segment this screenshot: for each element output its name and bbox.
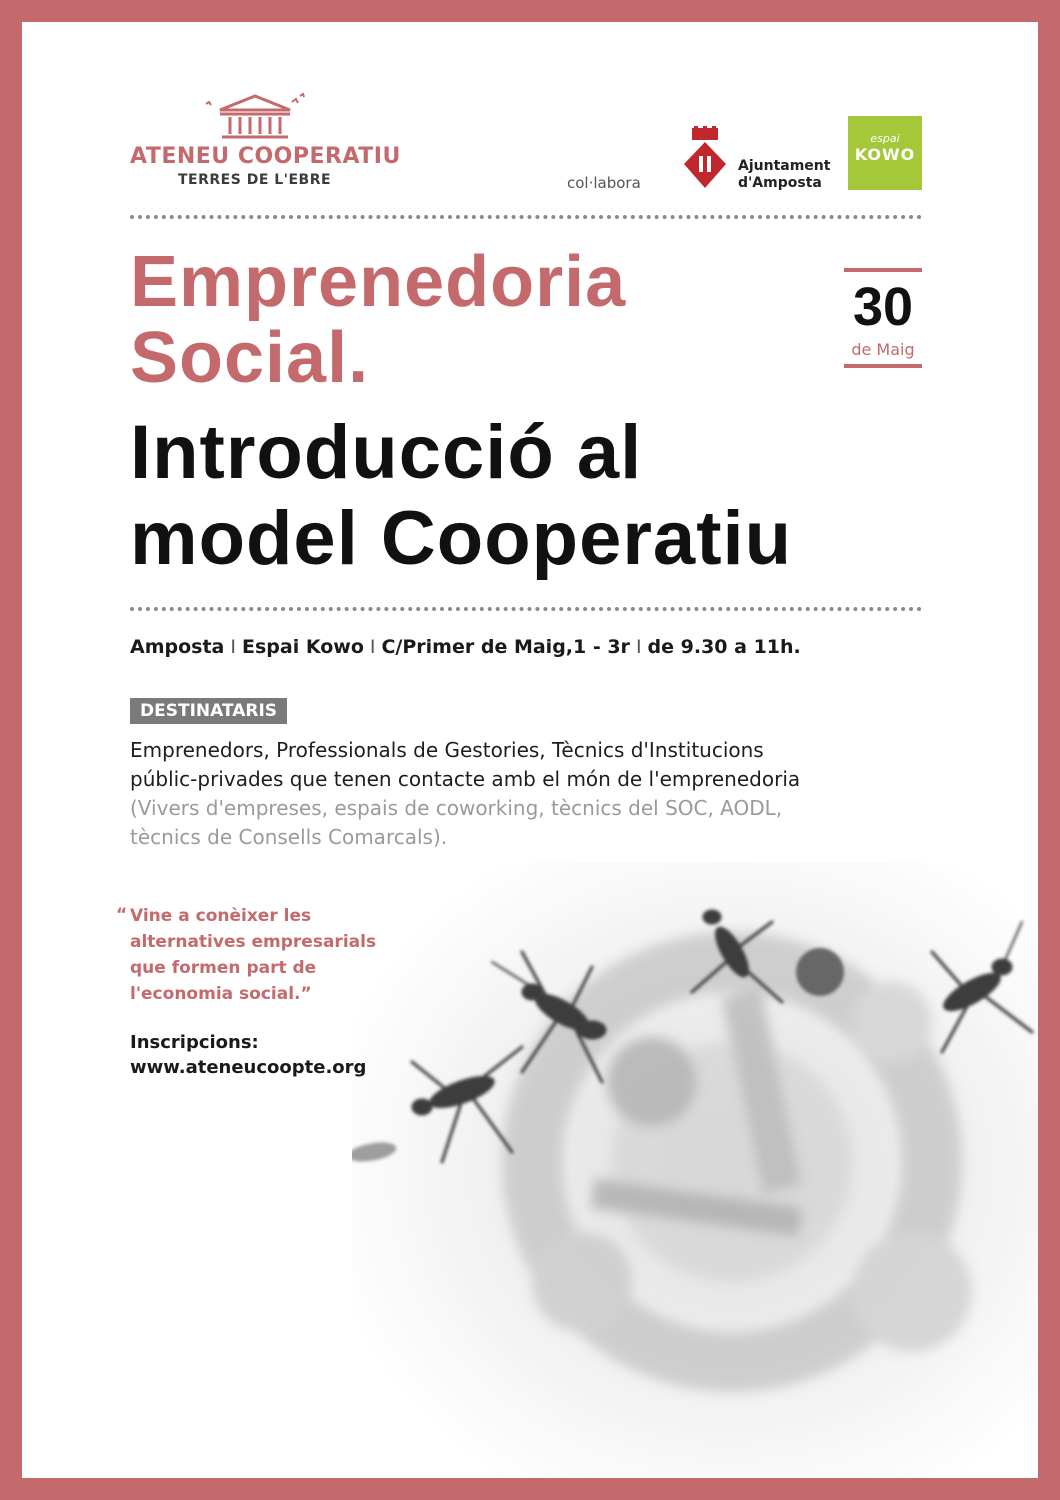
ajuntament-line2: d'Amposta <box>738 175 822 191</box>
date-rule-bottom <box>844 364 922 368</box>
quote-line4: l'economia social.” <box>130 984 312 1004</box>
audience-text <box>130 736 1030 852</box>
registration-label: Inscripcions: <box>130 1032 259 1053</box>
ajuntament-logo <box>738 158 830 192</box>
info-sep: I <box>230 636 236 658</box>
title-line2: Social. <box>130 318 370 398</box>
date-rule-top <box>844 268 922 272</box>
event-info <box>130 636 801 658</box>
ant-gear-photo <box>352 862 1038 1478</box>
info-sep: I <box>369 636 376 658</box>
poster <box>22 22 1038 1478</box>
audience-line1: Emprenedors, Professionals de Gestories, Tècnics d'Institucions <box>130 738 764 762</box>
audience-line2: públic-privades que tenen contacte amb el món de l'emprenedoria <box>130 767 801 791</box>
audience-badge: DESTINATARIS <box>130 698 287 724</box>
quote-line1: Vine a conèixer les <box>130 906 312 926</box>
date-month: de Maig <box>851 340 915 359</box>
divider-top <box>130 215 922 219</box>
coat-of-arms-icon <box>682 126 728 190</box>
date-box <box>844 268 922 368</box>
date-day: 30 <box>852 277 914 337</box>
kowo-espai: espai <box>870 132 900 145</box>
audience-line3: (Vivers d'empreses, espais de coworking, tècnics del SOC, AODL, <box>130 796 783 820</box>
collabora-label: col·labora <box>567 174 641 192</box>
ajuntament-line1: Ajuntament <box>738 158 831 174</box>
title-line3: Introducció al <box>130 410 643 495</box>
kowo-name: KOWO <box>854 145 916 164</box>
quote-line2: alternatives empresarials <box>130 932 377 952</box>
ateneu-region: TERRES DE L'EBRE <box>178 172 332 188</box>
divider-middle <box>130 607 922 611</box>
quote-mark: “ <box>116 905 128 925</box>
registration-url[interactable]: www.ateneucoopte.org <box>130 1057 367 1078</box>
info-place: Amposta <box>130 636 225 658</box>
title-line1: Emprenedoria <box>130 242 627 322</box>
building-icon <box>200 92 310 142</box>
info-address: C/Primer de Maig,1 - 3r <box>381 636 630 658</box>
registration <box>130 1030 366 1080</box>
ateneu-name: ATENEU COOPERATIU <box>130 144 401 169</box>
info-time: de 9.30 a 11h. <box>647 636 801 658</box>
kowo-logo <box>848 116 922 190</box>
info-venue: Espai Kowo <box>241 636 364 658</box>
audience-line4: tècnics de Consells Comarcals). <box>130 825 448 849</box>
title-line4: model Cooperatiu <box>130 496 793 581</box>
quote <box>130 903 376 1007</box>
quote-line3: que formen part de <box>130 958 317 978</box>
info-sep: I <box>635 636 642 658</box>
